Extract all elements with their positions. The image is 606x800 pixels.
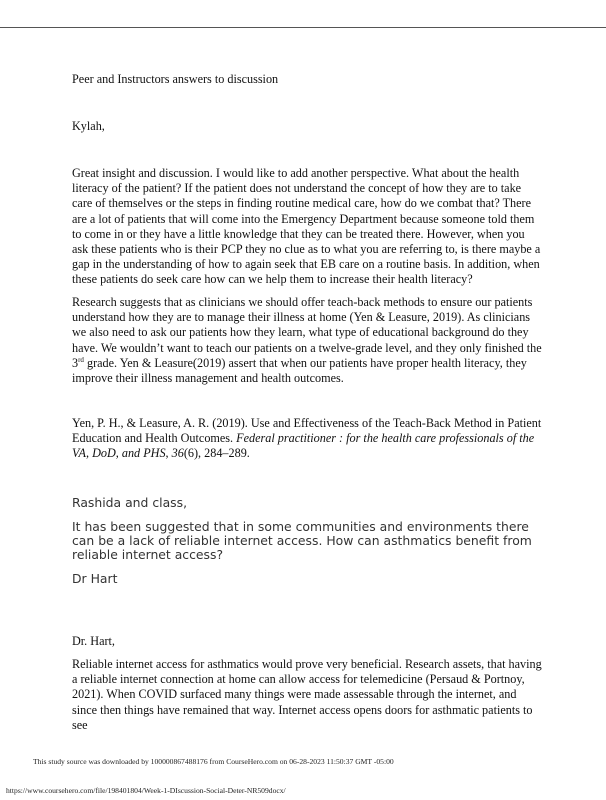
instructor-greeting: Rashida and class, [72, 495, 188, 510]
reply-paragraph-2 [72, 295, 542, 386]
instructor-signature: Dr Hart [72, 571, 118, 586]
reference-text: Yen, P. H., & Leasure, A. R. (2019). Use and Effectiveness of the Teach-Back Method in Patient Education and Health Outcomes. [72, 416, 542, 446]
header-divider [0, 27, 606, 28]
salutation-dr-hart: Dr. Hart, [72, 634, 115, 648]
instructor-question: It has been suggested that in some communities and environments there can be a lack of reliable internet access. How can asthmatics benefit from reliable internet access? [72, 519, 532, 562]
salutation-kylah: Kylah, [72, 119, 105, 133]
ordinal-superscript: rd [78, 355, 84, 364]
document-heading: Peer and Instructors answers to discussion [72, 72, 279, 86]
download-notice: This study source was downloaded by 100000867488176 from CourseHero.com on 06-28-2023 11:50:37 GMT -05:00 [33, 757, 394, 766]
source-url[interactable]: https://www.coursehero.com/file/198401804/Week-1-DIscussion-Social-Deter-NR509docx/ [6, 786, 286, 795]
paragraph-2-continuation: grade. Yen & Leasure(2019) assert that when our patients have proper health literacy, they improve their illness management and health outcomes. [72, 355, 527, 386]
reference-citation: Yen, P. H., & Leasure, A. R. (2019). Use and Effectiveness of the Teach-Back Method in Patient Education and Health Outcomes. Federal practitioner : for the health care professionals of the VA, DoD, and PHS, 36(6), 284–289. [72, 416, 542, 461]
paragraph-2-text: Research suggests that as clinicians we should offer teach-back methods to ensure our patients understand how they are to manage their illness at home (Yen & Leasure, 2019). As clinicians we also need to ask our patients how they learn, what type of educational background do they have. We wouldn’t want to teach our patients on a twelve-grade level, and they only finished the 3 [72, 295, 542, 370]
reference-journal: Federal practitioner : for the health care professionals of the VA, DoD, and PHS [72, 431, 535, 461]
reply-paragraph-1: Great insight and discussion. I would like to add another perspective. What about the health literacy of the patient? If the patient does not understand the concept of how they are to take care of themselves or the steps in finding routine medical care, how do we combat that? There are a lot of patients that will come into the Emergency Department because someone told them to come in or they have a little knowledge that they can be treated there. However, when you ask these patients who is their PCP they no clue as to what you are referring to, is there maybe a gap in the understanding of how to again seek that EB care on a routine basis. In addition, when these patients do seek care how can we help them to increase their health literacy? [72, 166, 541, 287]
reference-volume: 36 [171, 446, 184, 461]
reply-paragraph-3: Reliable internet access for asthmatics would prove very beneficial. Research assets, that having a reliable internet connection at home can allow access for telemedicine (Persaud & Portnoy, 2021). When COVID surfaced many things were made assessable through the internet, and since then things have remained that way. Internet access opens doors for asthmatic patients to see [72, 657, 542, 732]
reference-pages: (6), 284–289 [183, 446, 247, 461]
